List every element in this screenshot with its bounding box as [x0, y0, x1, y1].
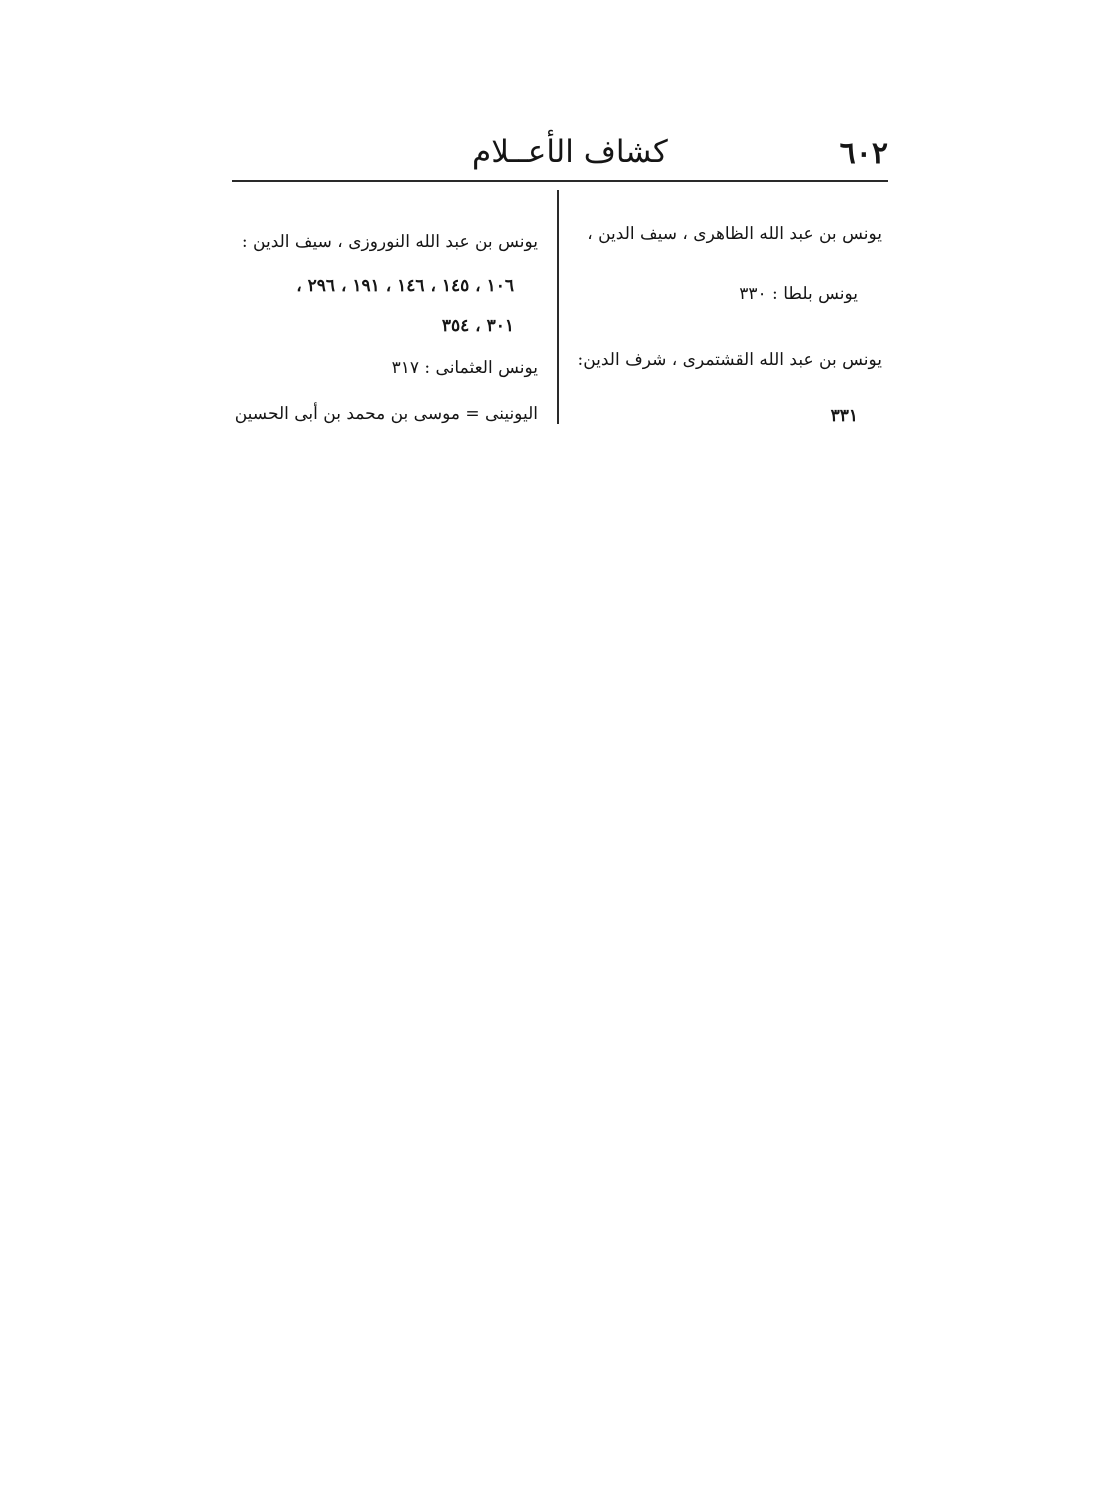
column-divider	[557, 190, 559, 424]
page-header	[232, 130, 888, 174]
header-rule	[232, 180, 888, 182]
page-number: ٦٠٢	[839, 136, 888, 171]
index-entry: يونس بن عبد الله القشتمرى ، شرف الدين:	[577, 350, 882, 370]
index-entry: يونس بن عبد الله الظاهرى ، سيف الدين ،	[587, 224, 882, 244]
index-entry-pages: ٣٠١ ، ٣٥٤	[441, 316, 514, 336]
index-entry: اليونينى = موسى بن محمد بن أبى الحسين	[234, 404, 538, 424]
index-entry: يونس بلطا : ٣٣٠	[739, 284, 858, 304]
index-entry: يونس بن عبد الله النوروزى ، سيف الدين :	[241, 232, 538, 252]
index-entry: يونس العثمانى : ٣١٧	[391, 358, 538, 378]
page-title: كشاف الأعــلام	[472, 134, 668, 170]
index-entry-pages: ١٠٦ ، ١٤٥ ، ١٤٦ ، ١٩١ ، ٢٩٦ ،	[296, 276, 514, 296]
index-entry-pages: ٣٣١	[830, 406, 858, 426]
